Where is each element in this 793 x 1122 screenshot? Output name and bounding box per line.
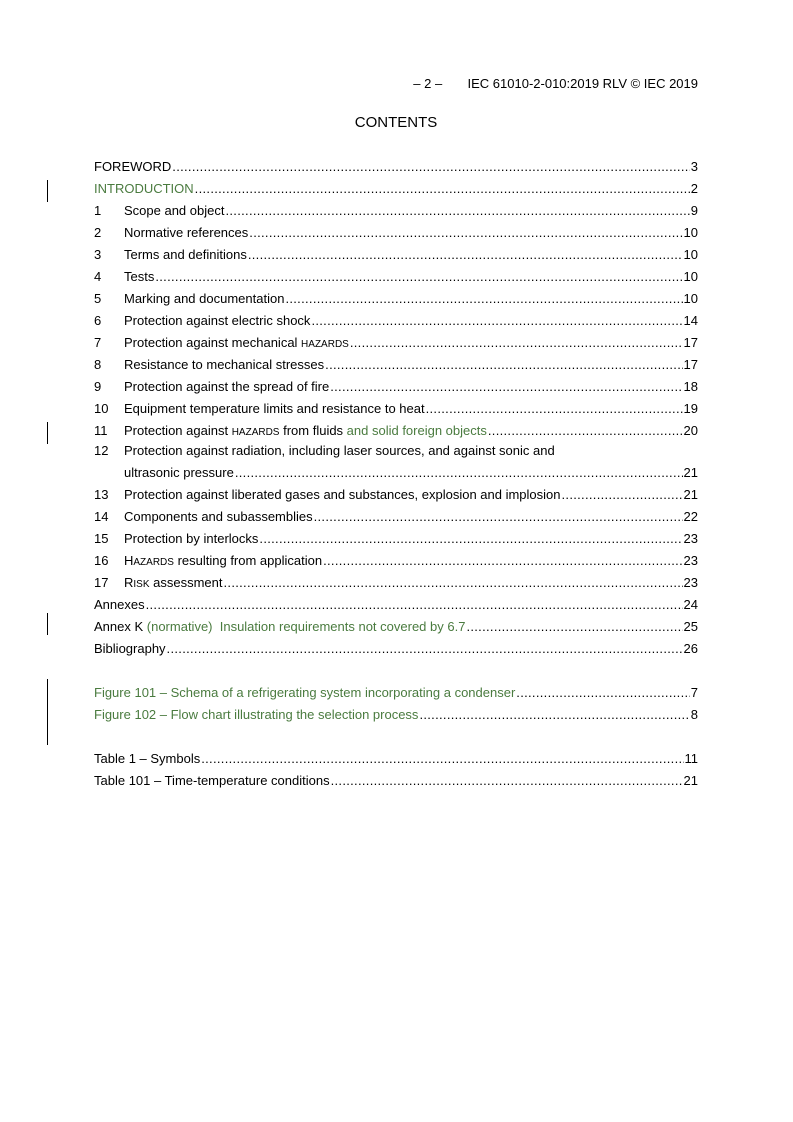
toc-clause-5[interactable] xyxy=(94,289,698,311)
dot-leader xyxy=(331,773,683,788)
dot-leader xyxy=(146,597,683,612)
toc-entry-text: Figure 101 – Schema of a refrigerating system incorporating a condenser xyxy=(94,685,516,700)
dot-leader xyxy=(325,357,682,372)
clause-number: 13 xyxy=(94,487,109,502)
text-part: Protection against mechanical xyxy=(124,335,302,350)
toc-table-101[interactable] xyxy=(94,771,698,793)
toc-clause-1[interactable] xyxy=(94,201,698,223)
text-part: from fluids xyxy=(279,423,347,438)
defined-term: HAZARDS xyxy=(231,427,280,438)
dot-leader xyxy=(488,423,683,438)
dot-leader xyxy=(330,379,682,394)
dot-leader xyxy=(562,487,683,502)
text-part: R xyxy=(124,575,134,590)
inserted-text: (normative) Insulation requirements not covered by 6.7 xyxy=(146,619,466,634)
document-reference: IEC 61010-2-010:2019 RLV © IEC 2019 xyxy=(467,76,698,91)
clause-number: 10 xyxy=(94,401,109,416)
dot-leader xyxy=(311,313,682,328)
toc-page-number: 26 xyxy=(683,641,698,656)
dot-leader xyxy=(248,247,683,262)
section-spacer xyxy=(94,727,698,749)
toc-entry-text xyxy=(124,423,487,438)
dot-leader xyxy=(350,335,683,350)
page-number: – 2 – xyxy=(413,76,443,91)
toc-page-number: 24 xyxy=(683,597,698,612)
clause-number: 3 xyxy=(94,247,102,262)
toc-entry-text: Terms and definitions xyxy=(124,247,247,262)
clause-number: 16 xyxy=(94,553,109,568)
toc-clause-13[interactable] xyxy=(94,485,698,507)
toc-page-number: 22 xyxy=(683,509,698,524)
toc-entry-text: Tests xyxy=(124,269,155,284)
toc-clause-9[interactable] xyxy=(94,377,698,399)
toc-entry-text xyxy=(124,575,223,590)
toc-page-number: 18 xyxy=(683,379,698,394)
toc-clause-8[interactable] xyxy=(94,355,698,377)
toc-clause-4[interactable] xyxy=(94,267,698,289)
dot-leader xyxy=(155,269,682,284)
toc-entry-text: INTRODUCTION xyxy=(94,181,194,196)
toc-page-number: 21 xyxy=(683,465,698,480)
dot-leader xyxy=(314,509,683,524)
text-part: H xyxy=(124,553,134,568)
toc-page-number: 11 xyxy=(684,751,698,766)
toc-entry-text: FOREWORD xyxy=(94,159,172,174)
toc-entry-annexes[interactable] xyxy=(94,595,698,617)
clause-number: 8 xyxy=(94,357,102,372)
toc-page-number: 23 xyxy=(683,553,698,568)
toc-clause-14[interactable] xyxy=(94,507,698,529)
toc-entry-bibliography[interactable] xyxy=(94,639,698,661)
toc-page-number: 8 xyxy=(690,707,698,722)
toc-figure-101[interactable] xyxy=(94,683,698,705)
toc-page-number: 21 xyxy=(683,773,698,788)
toc-clause-15[interactable] xyxy=(94,529,698,551)
dot-leader xyxy=(201,751,683,766)
dot-leader xyxy=(285,291,682,306)
toc-clause-12[interactable] xyxy=(94,443,698,485)
clause-number: 1 xyxy=(94,203,102,218)
dot-leader xyxy=(167,641,683,656)
toc-page-number: 25 xyxy=(683,619,698,634)
toc-page-number: 21 xyxy=(683,487,698,502)
toc-page-number: 14 xyxy=(683,313,698,328)
clause-number: 11 xyxy=(94,423,108,438)
toc-entry-text: Resistance to mechanical stresses xyxy=(124,357,325,372)
dot-leader xyxy=(466,619,682,634)
toc-page-number: 10 xyxy=(683,291,698,306)
defined-term: AZARDS xyxy=(133,557,174,568)
dot-leader xyxy=(195,181,690,196)
clause-number: 5 xyxy=(94,291,102,306)
text-part: assessment xyxy=(149,575,223,590)
dot-leader xyxy=(224,575,683,590)
toc-entry-text: Scope and object xyxy=(124,203,225,218)
toc-figure-102[interactable] xyxy=(94,705,698,727)
dot-leader xyxy=(225,203,689,218)
dot-leader xyxy=(249,225,682,240)
dot-leader xyxy=(235,465,683,480)
toc-clause-7[interactable] xyxy=(94,333,698,355)
toc-entry-text: Marking and documentation xyxy=(124,291,285,306)
toc-entry-annex-k[interactable] xyxy=(94,617,698,639)
toc-entry-text: Protection by interlocks xyxy=(124,531,259,546)
clause-number: 4 xyxy=(94,269,102,284)
inserted-text: and solid foreign objects xyxy=(346,423,487,438)
clause-number: 7 xyxy=(94,335,102,350)
toc-page-number: 23 xyxy=(683,575,698,590)
toc-page-number: 17 xyxy=(683,335,698,350)
page-header xyxy=(94,76,698,91)
text-part: Annex K xyxy=(94,619,147,634)
toc-entry-text: Table 1 – Symbols xyxy=(94,751,201,766)
toc-clause-2[interactable] xyxy=(94,223,698,245)
toc-clause-10[interactable] xyxy=(94,399,698,421)
dot-leader xyxy=(172,159,689,174)
clause-number: 15 xyxy=(94,531,109,546)
toc-clause-6[interactable] xyxy=(94,311,698,333)
toc-table-1[interactable] xyxy=(94,749,698,771)
toc-entry-text: Bibliography xyxy=(94,641,166,656)
toc-entry-text: Normative references xyxy=(124,225,249,240)
dot-leader xyxy=(323,553,682,568)
toc-entry-foreword[interactable] xyxy=(94,157,698,179)
table-of-contents xyxy=(94,157,698,793)
toc-page-number: 10 xyxy=(683,247,698,262)
defined-term: HAZARDS xyxy=(301,339,349,350)
toc-entry-text: Table 101 – Time-temperature conditions xyxy=(94,773,330,788)
toc-page-number: 20 xyxy=(683,423,698,438)
toc-page-number: 17 xyxy=(683,357,698,372)
toc-entry-text xyxy=(124,553,322,568)
toc-page-number: 10 xyxy=(683,269,698,284)
section-spacer xyxy=(94,661,698,683)
change-bar-figures xyxy=(47,679,48,745)
clause-number: 17 xyxy=(94,575,109,590)
toc-entry-text: Protection against electric shock xyxy=(124,313,311,328)
toc-entry-introduction[interactable] xyxy=(94,179,698,201)
toc-clause-16[interactable] xyxy=(94,551,698,573)
dot-leader xyxy=(259,531,682,546)
clause-number: 9 xyxy=(94,379,102,394)
defined-term: ISK xyxy=(133,579,150,590)
toc-page-number: 19 xyxy=(683,401,698,416)
toc-entry-text-line1: Protection against radiation, including laser sources, and against sonic and xyxy=(124,443,555,458)
text-part: resulting from application xyxy=(173,553,323,568)
clause-number: 2 xyxy=(94,225,102,240)
toc-clause-3[interactable] xyxy=(94,245,698,267)
toc-entry-text: Protection against the spread of fire xyxy=(124,379,330,394)
change-bar-clause-11 xyxy=(47,422,48,444)
toc-entry-text: Protection against liberated gases and substances, explosion and implosion xyxy=(124,487,561,502)
toc-entry-text xyxy=(94,619,465,634)
change-bar-annex-k xyxy=(47,613,48,635)
toc-page-number: 7 xyxy=(690,685,698,700)
toc-page-number: 23 xyxy=(683,531,698,546)
toc-entry-text: Equipment temperature limits and resistance to heat xyxy=(124,401,425,416)
toc-entry-text xyxy=(124,335,349,350)
clause-number: 6 xyxy=(94,313,102,328)
toc-clause-11[interactable] xyxy=(94,421,698,443)
change-bar-introduction xyxy=(47,180,48,202)
toc-page-number: 2 xyxy=(690,181,698,196)
clause-number: 14 xyxy=(94,509,109,524)
toc-clause-17[interactable] xyxy=(94,573,698,595)
page-title: CONTENTS xyxy=(354,114,438,131)
toc-entry-text: Figure 102 – Flow chart illustrating the selection process xyxy=(94,707,419,722)
clause-number: 12 xyxy=(94,443,109,458)
text-part: Protection against xyxy=(124,423,232,438)
dot-leader xyxy=(426,401,683,416)
toc-entry-text: Annexes xyxy=(94,597,145,612)
toc-page-number: 3 xyxy=(690,159,698,174)
toc-entry-text: Components and subassemblies xyxy=(124,509,313,524)
dot-leader xyxy=(516,685,689,700)
toc-page-number: 9 xyxy=(690,203,698,218)
dot-leader xyxy=(419,707,689,722)
toc-entry-text-line2: ultrasonic pressure xyxy=(124,465,234,480)
toc-page-number: 10 xyxy=(683,225,698,240)
